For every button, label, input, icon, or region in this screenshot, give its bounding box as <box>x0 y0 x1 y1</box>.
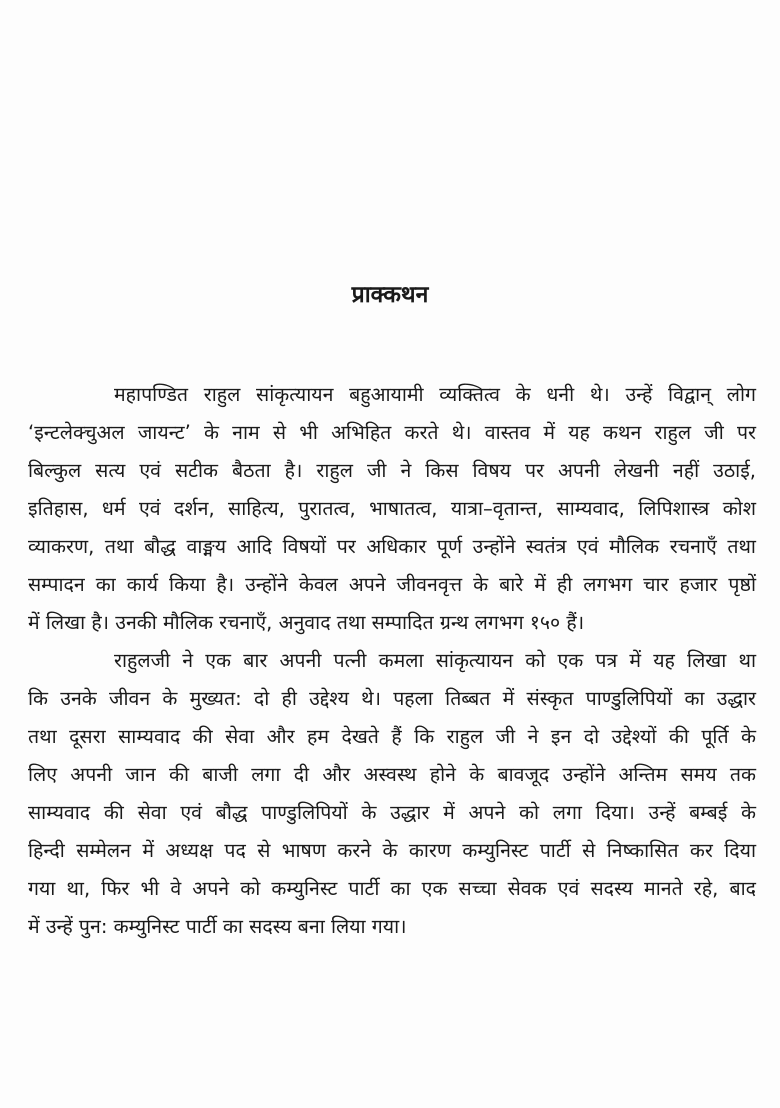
text-line: साम्यवाद की सेवा एवं बौद्ध पाण्डुलिपियों के उद्धार में अपने को लगा दिया। उन्हें बम्बई के <box>28 801 756 824</box>
text-line: हिन्दी सम्मेलन में अध्यक्ष पद से भाषण करने के कारण कम्युनिस्ट पार्टी से निष्कासित कर दिया <box>28 839 756 862</box>
text-line: लिए अपनी जान की बाजी लगा दी और अस्वस्थ होने के बावजूद उन्होंने अन्तिम समय तक <box>28 763 756 786</box>
document-body <box>28 376 756 946</box>
text-line: ‘इन्टलेक्चुअल जायन्ट’ के नाम से भी अभिहित करते थे। वास्तव में यह कथन राहुल जी पर <box>28 421 756 444</box>
text-line: कि उनके जीवन के मुख्यत: दो ही उद्देश्य थे। पहला तिब्बत में संस्कृत पाण्डुलिपियों का उद्धार <box>28 687 756 710</box>
text-line: बिल्कुल सत्य एवं सटीक बैठता है। राहुल जी ने किस विषय पर अपनी लेखनी नहीं उठाई, <box>28 459 756 482</box>
text-line: गया था, फिर भी वे अपने को कम्युनिस्ट पार्टी का एक सच्चा सेवक एवं सदस्य मानते रहे, बाद <box>28 877 756 900</box>
paragraph-1 <box>28 376 756 642</box>
text-line: तथा दूसरा साम्यवाद की सेवा और हम देखते हैं कि राहुल जी ने इन दो उद्देश्यों की पूर्ति के <box>28 725 756 748</box>
page-title: प्राक्कथन <box>351 282 429 309</box>
text-line: राहुलजी ने एक बार अपनी पत्नी कमला सांकृत्यायन को एक पत्र में यह लिखा था <box>114 649 756 672</box>
text-line: में लिखा है। उनकी मौलिक रचनाएँ, अनुवाद तथा सम्पादित ग्रन्थ लगभग १५० हैं। <box>28 611 585 634</box>
text-line: में उन्हें पुन: कम्युनिस्ट पार्टी का सदस्य बना लिया गया। <box>28 915 407 938</box>
text-line: व्याकरण, तथा बौद्ध वाङ्मय आदि विषयों पर अधिकार पूर्ण उन्होंने स्वतंत्र एवं मौलिक रचनाएँ तथा <box>28 535 756 558</box>
text-line: सम्पादन का कार्य किया है। उन्होंने केवल अपने जीवनवृत्त के बारे में ही लगभग चार हजार पृष्ठों <box>28 573 756 596</box>
text-line: महापण्डित राहुल सांकृत्यायन बहुआयामी व्यक्तित्व के धनी थे। उन्हें विद्वान् लोग <box>114 383 756 406</box>
text-line: इतिहास, धर्म एवं दर्शन, साहित्य, पुरातत्व, भाषातत्व, यात्रा–वृतान्त, साम्यवाद, लिपिशास्त्र कोश <box>28 497 756 520</box>
paragraph-2 <box>28 642 756 946</box>
